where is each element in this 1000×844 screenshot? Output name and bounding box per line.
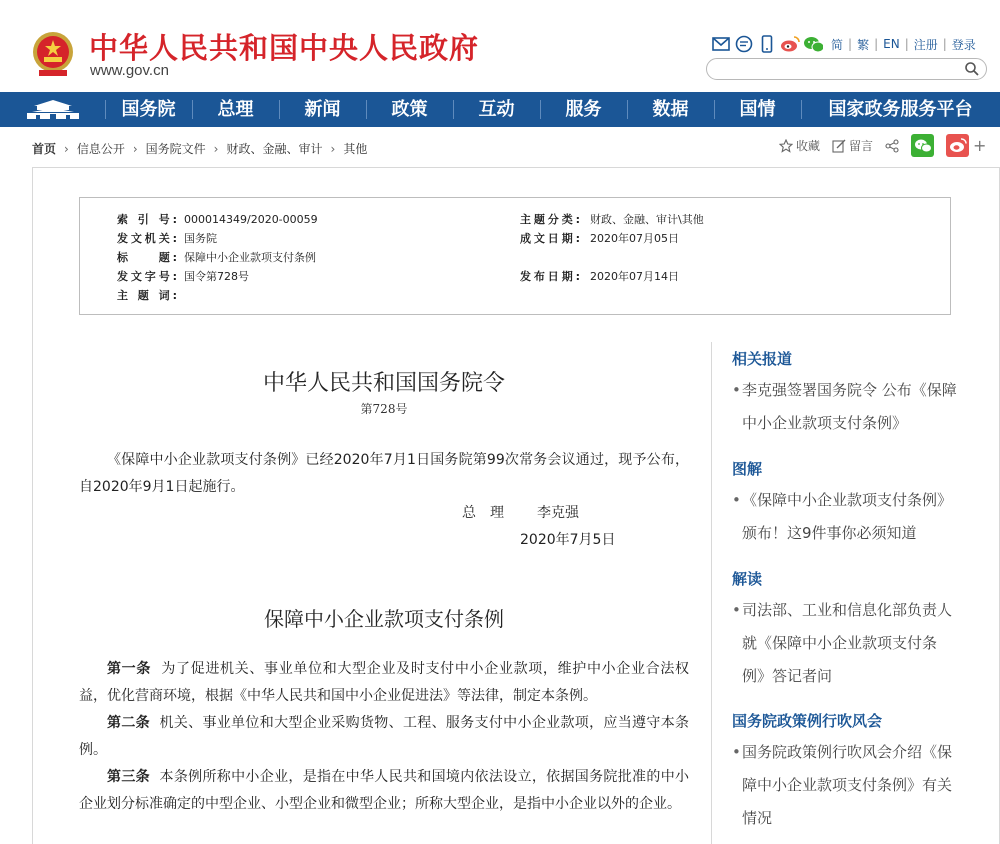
breadcrumb-info-disclosure[interactable]: 信息公开 — [76, 142, 125, 156]
meta-label: 索 引 号: — [117, 213, 177, 226]
tiananmen-icon[interactable] — [0, 92, 105, 127]
breadcrumb-finance[interactable]: 财政、金融、审计 — [226, 142, 323, 156]
lang-english-link[interactable]: EN — [883, 37, 900, 51]
nav-item-premier[interactable]: 总理 — [192, 92, 279, 127]
plus-icon: + — [973, 136, 987, 155]
wechat-icon — [914, 138, 932, 153]
article-text: 为了促进机关、事业单位和大型企业及时支付中小企业款项，维护中小企业合法权益，优化营商环境，根据《中华人民共和国中小企业促进法》等法律，制定本条例。 — [79, 661, 690, 704]
meta-issuer-value: 国务院 — [184, 232, 217, 245]
divider: | — [848, 37, 853, 51]
regulation-title: 保障中小企业款项支付条例 — [264, 607, 504, 631]
comment-label: 留言 — [849, 139, 874, 153]
meta-label: 成文日期: — [520, 232, 580, 245]
breadcrumb-bar — [0, 127, 1000, 167]
meta-doc-no-value: 国令第728号 — [184, 270, 249, 283]
meta-index-value: 000014349/2020-00059 — [184, 213, 318, 226]
meta-label: 发文机关: — [117, 232, 177, 245]
sidebar-heading-infographic[interactable]: 图解 — [732, 460, 763, 478]
bullet-icon: • — [732, 743, 741, 761]
meta-label: 标 题: — [117, 251, 177, 264]
chevron-right-icon: › — [132, 141, 138, 156]
meta-label: 主题分类: — [520, 213, 580, 226]
divider: | — [942, 37, 947, 51]
nav-item-national-conditions[interactable]: 国情 — [714, 92, 801, 127]
article-number: 第二条 — [107, 715, 150, 731]
sidebar-link-text: 司法部、工业和信息化部负责人就《保障中小企业款项支付条例》答记者问 — [742, 601, 953, 685]
main-nav — [0, 92, 1000, 127]
more-share-button[interactable] — [973, 136, 986, 155]
wechat-share-button[interactable] — [911, 134, 934, 157]
breadcrumb-home[interactable]: 首页 — [32, 142, 57, 156]
mail-icon[interactable] — [711, 34, 731, 54]
divider: | — [874, 37, 879, 51]
article-text: 机关、事业单位和大型企业采购货物、工程、服务支付中小企业款项，应当遵守本条例。 — [79, 715, 690, 758]
sidebar-link-text: 《保障中小企业款项支付条例》颁布！这9件事你必须知道 — [742, 491, 953, 542]
bullet-icon: • — [732, 491, 741, 509]
login-link[interactable]: 登录 — [951, 37, 976, 52]
nav-item-data[interactable]: 数据 — [627, 92, 714, 127]
wechat-icon[interactable] — [803, 34, 823, 54]
chevron-right-icon: › — [213, 141, 219, 156]
weibo-icon — [949, 138, 967, 153]
sidebar-link[interactable] — [732, 594, 957, 693]
meta-title-value: 保障中小企业款项支付条例 — [184, 251, 316, 264]
search-icon[interactable] — [964, 61, 980, 77]
nav-item-news[interactable]: 新闻 — [279, 92, 366, 127]
breadcrumb-state-council-docs[interactable]: 国务院文件 — [145, 142, 206, 156]
search-box — [706, 58, 987, 80]
decree-intro: 《保障中小企业款项支付条例》已经2020年7月1日国务院第99次常务会议通过，现予公布，自2020年9月1日起施行。 — [79, 452, 689, 495]
meta-date-published-value: 2020年07月14日 — [590, 270, 679, 283]
article-paragraph — [79, 710, 689, 764]
divider: | — [904, 37, 909, 51]
favorite-button[interactable] — [779, 137, 820, 154]
register-link[interactable]: 注册 — [913, 37, 938, 52]
nav-item-policy[interactable]: 政策 — [366, 92, 453, 127]
nav-item-state-council[interactable]: 国务院 — [105, 92, 192, 127]
weibo-share-button[interactable] — [946, 134, 969, 157]
sidebar-heading-related-reports[interactable]: 相关报道 — [732, 350, 793, 368]
premier-title: 总 理 — [462, 505, 504, 521]
nav-item-gov-services-platform[interactable]: 国家政务服务平台 — [801, 92, 1000, 127]
site-header — [0, 0, 1000, 92]
sidebar-heading-interpretation[interactable]: 解读 — [732, 570, 763, 588]
share-icon — [885, 139, 899, 153]
comment-button[interactable] — [832, 137, 873, 154]
sidebar-link-text: 国务院政策例行吹风会介绍《保障中小企业款项支付条例》有关情况 — [742, 743, 953, 827]
top-links — [711, 34, 981, 54]
sidebar-heading-policy-briefing[interactable]: 国务院政策例行吹风会 — [732, 712, 883, 730]
article-paragraph — [79, 764, 689, 818]
article-number: 第三条 — [107, 769, 150, 785]
search-input[interactable] — [717, 60, 962, 80]
breadcrumb — [32, 140, 367, 157]
breadcrumb-other[interactable]: 其他 — [343, 142, 368, 156]
share-button[interactable] — [885, 139, 899, 153]
meta-label: 发布日期: — [520, 270, 580, 283]
article-text: 本条例所称中小企业，是指在中华人民共和国境内依法设立，依据国务院批准的中小企业划分标准确定的中型企业、小型企业和微型企业；所称大型企业，是指中小企业以外的企业。 — [79, 769, 690, 812]
sidebar-link[interactable] — [732, 374, 957, 440]
meta-date-created-value: 2020年07月05日 — [590, 232, 679, 245]
star-icon — [779, 139, 793, 153]
chat-icon[interactable] — [734, 34, 754, 54]
chevron-right-icon: › — [64, 141, 69, 156]
lang-traditional-link[interactable]: 繁 — [857, 37, 870, 52]
bullet-icon: • — [732, 381, 741, 399]
favorite-label: 收藏 — [796, 139, 821, 153]
lang-simplified-link[interactable]: 简 — [831, 37, 844, 52]
sidebar-link[interactable] — [732, 736, 957, 835]
chevron-right-icon: › — [330, 141, 336, 156]
weibo-icon[interactable] — [780, 34, 800, 54]
meta-topic-value: 财政、金融、审计\其他 — [590, 213, 704, 226]
bullet-icon: • — [732, 601, 741, 619]
decree-title: 中华人民共和国国务院令 — [262, 371, 505, 396]
article-paragraph — [79, 656, 689, 710]
related-sidebar — [711, 342, 971, 844]
sign-date: 2020年7月5日 — [520, 532, 616, 548]
article-number: 第一条 — [107, 661, 152, 677]
premier-name: 李克强 — [537, 505, 579, 521]
nav-item-services[interactable]: 服务 — [540, 92, 627, 127]
edit-icon — [832, 139, 846, 153]
document-metadata — [79, 197, 951, 315]
sidebar-link-text: 李克强签署国务院令 公布《保障中小企业款项支付条例》 — [742, 381, 957, 432]
national-emblem-icon[interactable] — [31, 30, 75, 78]
site-url: www.gov.cn — [90, 62, 169, 79]
meta-label: 主 题 词: — [117, 289, 177, 302]
sidebar-link[interactable] — [732, 484, 957, 550]
meta-label: 发文字号: — [117, 270, 177, 283]
site-title[interactable]: 中华人民共和国中央人民政府 — [89, 31, 480, 65]
decree-number: 第728号 — [360, 402, 408, 416]
page-tools — [779, 134, 998, 157]
mobile-icon[interactable] — [757, 34, 777, 54]
nav-item-interaction[interactable]: 互动 — [453, 92, 540, 127]
